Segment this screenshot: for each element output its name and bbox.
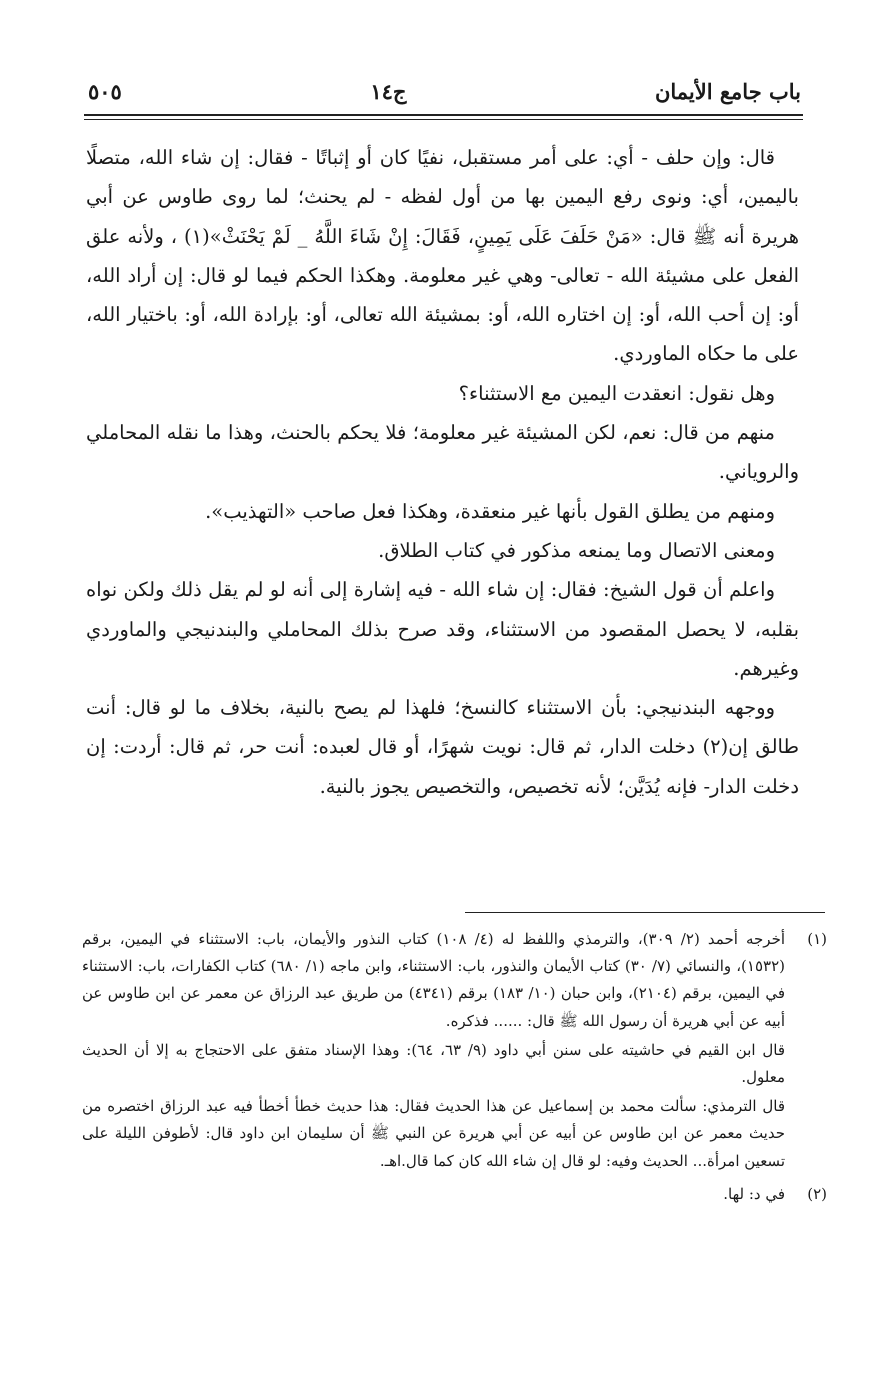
paragraph: ومعنى الاتصال وما يمنعه مذكور في كتاب الطلاق. [378, 538, 775, 562]
running-header [88, 70, 801, 112]
paragraph: ومنهم من يطلق القول بأنها غير منعقدة، وهكذا فعل صاحب «التهذيب». [205, 499, 775, 523]
paragraph: منهم من قال: نعم، لكن المشيئة غير معلومة؛ فلا يحكم بالحنث، وهذا ما نقله المحاملي والروياني. [86, 421, 799, 484]
paragraph: قال: وإن حلف - أي: على أمر مستقبل، نفيًا كان أو إثباتًا - فقال: إن شاء الله، متصلًا باليمين، أي: ونوى رفع اليمين بها من أول لفظه - لم يحنث؛ لما روى طاوس عن أبي هريرة أنه ﷺ قال: «مَنْ حَلَفَ عَلَى يَمِينٍ، فَقَالَ: إِنْ شَاءَ اللَّهُ _ لَمْ يَحْنَثْ»(١) ، ولأنه علق الفعل على مشيئة الله - تعالى- وهي غير معلومة. وهكذا الحكم فيما لو قال: إن أراد الله، أو: إن أحب الله، أو: إن اختاره الله، أو: بمشيئة الله تعالى، أو: بإرادة الله، أو: باختيار الله، على ما حكاه الماوردي. [86, 146, 799, 366]
footnote-text: قال الترمذي: سألت محمد بن إسماعيل عن هذا الحديث فقال: هذا حديث خطأ أخطأ فيه عبد الرزاق اختصره من حديث معمر عن ابن طاوس عن أبيه عن أبي هريرة عن النبي ﷺ أن سليمان ابن داود قال: لأطوفن الليلة على تسعين امرأة... الحديث وفيه: لو قال إن شاء الله كان كما قال.اهـ. [82, 1097, 785, 1170]
footnote-separator [465, 912, 825, 913]
paragraph: ووجهه البندنيجي: بأن الاستثناء كالنسخ؛ فلهذا لم يصح بالنية، بخلاف ما لو قال: أنت طالق إن(٢) دخلت الدار، ثم قال: نويت شهرًا، أو قال لعبده: أنت حر، ثم قال: أردت: إن دخلت الدار- فإنه يُدَيَّن؛ لأنه تخصيص، والتخصيص يجوز بالنية. [86, 696, 800, 798]
footnote-body [82, 1181, 785, 1208]
footnote [82, 1181, 827, 1208]
header-rule-thin [84, 119, 803, 120]
footnote-body [82, 926, 785, 1175]
main-text [86, 138, 799, 806]
footnote-number: (٢) [807, 1184, 827, 1203]
footnote-text: قال ابن القيم في حاشيته على سنن أبي داود (٩/ ٦٣، ٦٤): وهذا الإسناد متفق على الاحتجاج به إلا أن الحديث معلول. [82, 1040, 786, 1087]
paragraph: وهل نقول: انعقدت اليمين مع الاستثناء؟ [458, 381, 775, 405]
volume-number: ج١٤ [370, 78, 407, 104]
paragraph: واعلم أن قول الشيخ: فقال: إن شاء الله - فيه إشارة إلى أنه لو لم يقل ذلك ولكن نواه بقلبه، لا يحصل المقصود من الاستثناء، وقد صرح بذلك المحاملي والبندنيجي والماوردي وغيرهم. [86, 578, 799, 680]
header-rule [84, 114, 803, 116]
chapter-title: باب جامع الأيمان [654, 78, 801, 104]
footnote-number: (١) [807, 930, 827, 948]
footnotes [82, 926, 827, 1208]
page-number: ٥٠٥ [88, 78, 122, 104]
footnote [82, 926, 827, 1175]
footnote-text: في د: لها. [723, 1184, 785, 1203]
footnote-text: أخرجه أحمد (٢/ ٣٠٩)، والترمذي واللفظ له (٤/ ١٠٨) كتاب النذور والأيمان، باب: الاستثناء في اليمين، برقم (١٥٣٢)، والنسائي (٧/ ٣٠) كتاب الأيمان والنذور، باب: الاستثناء، وابن ماجه (١/ ٦٨٠) كتاب الكفارات، باب: الاستثناء في اليمين، برقم (٢١٠٤)، وابن حبان (١٠/ ١٨٣) برقم (٤٣٤١) من طريق عبد الرزاق عن معمر عن ابن طاوس عن أبيه عن أبي هريرة أن رسول الله ﷺ قال: ...... فذكره. [82, 930, 786, 1030]
